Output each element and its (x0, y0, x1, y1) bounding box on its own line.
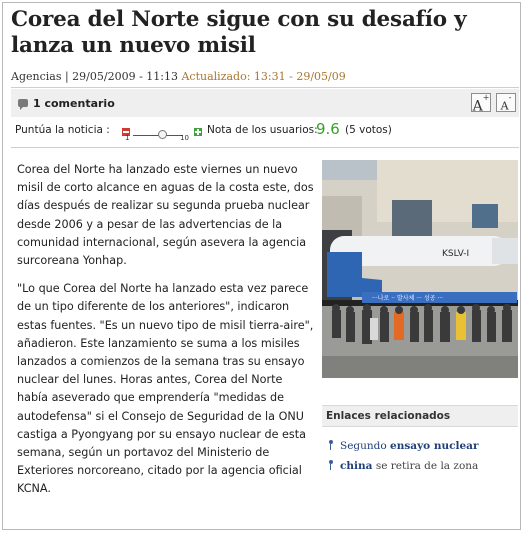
article-body (17, 161, 315, 509)
related-links-title: Enlaces relacionados (322, 405, 518, 427)
plus-icon[interactable] (194, 128, 202, 136)
related-link-prefix: Segundo (340, 440, 387, 452)
rocket-label: KSLV-I (442, 249, 470, 259)
comment-icon (18, 99, 28, 107)
rating-slider-handle[interactable] (158, 130, 167, 139)
pin-icon (328, 460, 334, 470)
related-links-box (322, 385, 518, 510)
increase-font-label: A (472, 98, 483, 115)
related-link-suffix: se retira de la zona (375, 460, 479, 472)
article-title: Corea del Norte sigue con su desafío y lanza un nuevo misil (11, 7, 467, 58)
comment-bar (11, 89, 519, 117)
divider (11, 87, 519, 88)
users-rating-label: Nota de los usuarios: (207, 124, 318, 136)
banner-label: ···나로 ·· 발사체 ··· 성공 ··· (372, 295, 444, 302)
article-date: 29/05/2009 - 11:13 (72, 70, 178, 83)
article-paragraph: "Lo que Corea del Norte ha lanzado esta vez parece de un tipo diferente de los anteriores", indicaron estas fuentes. "Es un nuevo tipo de misil tierra-aire", añadieron. Este lanzamiento se suma a los misiles lanzados a comienzos de la semana tras su ensayo nuclear del lunes. Horas antes, Corea del Norte había aseverado que emprendería "medidas de autodefensa" si el Consejo de Seguridad de la ONU castiga a Pyongyang por su ensayo nuclear de esta semana, según un portavoz del Ministerio de Exteriores norcoreano, citado por la agencia oficial KCNA. (17, 282, 314, 496)
byline-separator: | (64, 70, 73, 83)
article-byline (11, 70, 346, 83)
article-paragraph: Corea del Norte ha lanzado este viernes un nuevo misil de corto alcance en aguas de la costa este, dos días después de realizar su segunda prueba nuclear desde 2006 y a pesar de las advertencias de la comunidad internacional, según asevera la agencia surcoreana Yonhap. (17, 163, 314, 268)
increase-font-button[interactable] (471, 93, 491, 115)
pin-icon (328, 440, 334, 450)
decrease-font-label: A (500, 99, 509, 113)
divider (11, 147, 519, 148)
page-frame (2, 2, 521, 530)
rating-label: Puntúa la noticia : (15, 124, 110, 136)
users-rating-votes: (5 votos) (345, 124, 392, 136)
related-link-bold: ensayo nuclear (390, 440, 479, 452)
decrease-font-button[interactable] (496, 93, 516, 112)
related-link-china[interactable] (340, 460, 478, 472)
article-updated: Actualizado: 13:31 - 29/05/09 (181, 70, 346, 83)
related-link-nuclear-test[interactable] (340, 440, 479, 452)
users-rating-score: 9.6 (316, 120, 340, 138)
decrease-font-sup: - (508, 93, 512, 102)
slider-min-label: 1 (125, 134, 130, 142)
slider-max-label: 10 (180, 134, 189, 142)
related-link-bold: china (340, 460, 373, 472)
increase-font-sup: + (482, 93, 490, 102)
rocket-launch-photo (322, 160, 518, 378)
article-source: Agencias (11, 70, 62, 83)
article-photo (322, 160, 518, 378)
rating-bar (11, 120, 519, 142)
comment-count-link[interactable]: 1 comentario (33, 97, 115, 110)
